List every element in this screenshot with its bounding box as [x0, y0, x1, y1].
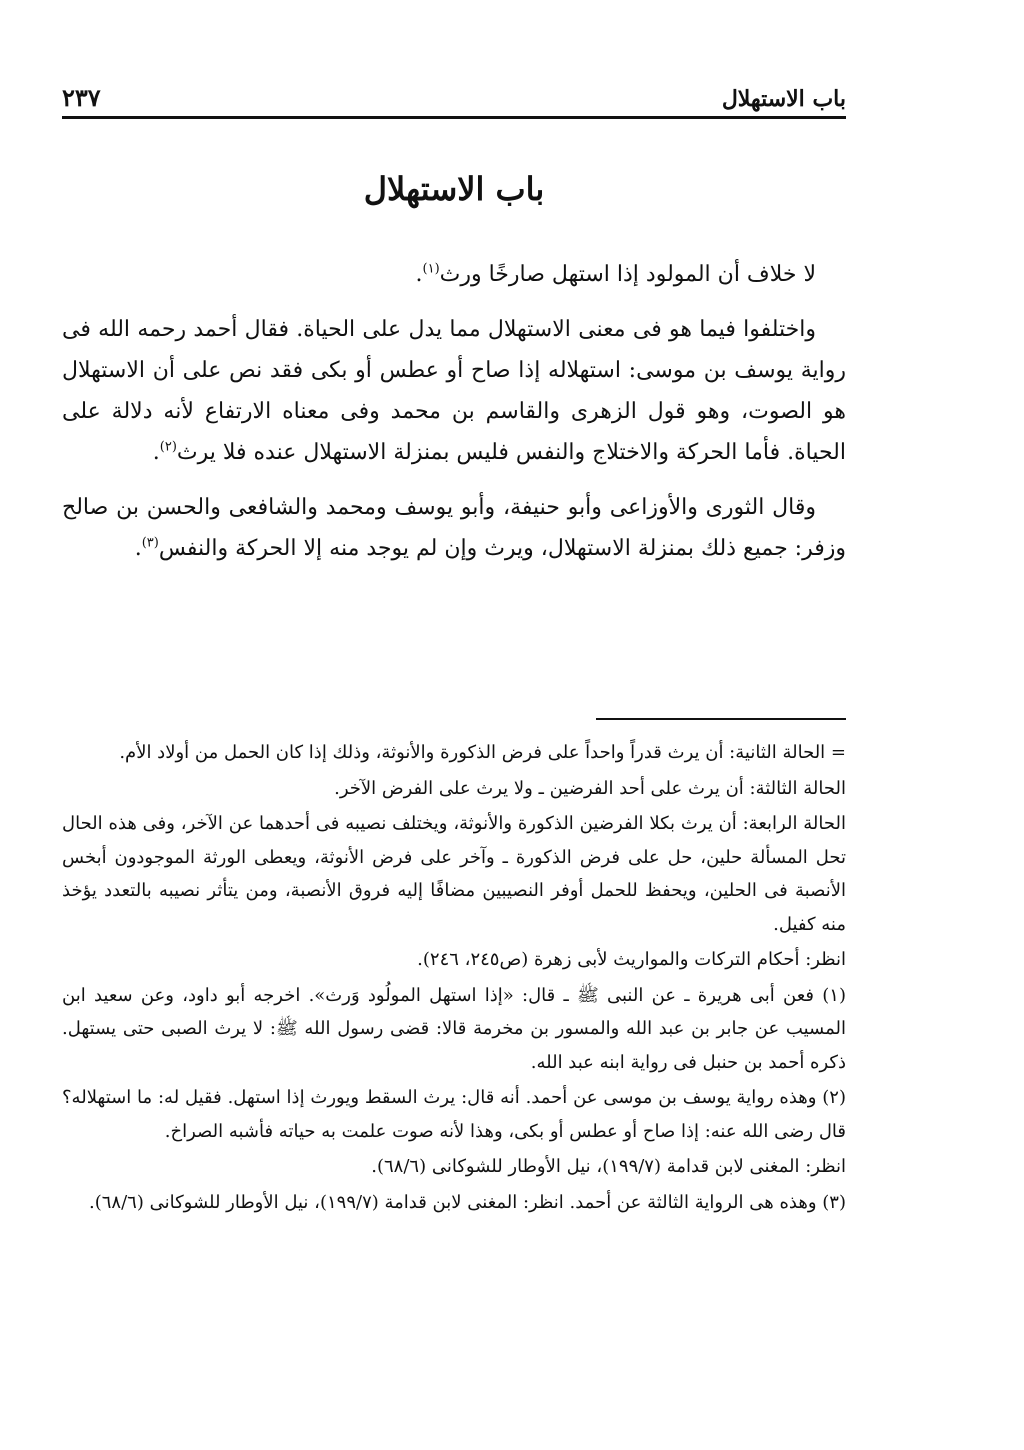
- footnote-continuation: الحالة الرابعة: أن يرث بكلا الفرضين الذكورة والأنوثة، ويختلف نصيبه فى أحدهما عن الآخر، وفى هذه الحال تحل المسألة حلين، حل على فرض الذكورة ـ وآخر على فرض الأنوثة، ويعطى الورثة الموجودون أبخس الأنصبة فى الحلين، ويحفظ للحمل أوفر النصيبين مضافًا إليه فروق الأنصبة، ومن يتأثر نصيبه بالتعدد يؤخذ منه كفيل.: [62, 813, 846, 935]
- page-number: ٢٣٧: [62, 83, 101, 112]
- footnote-marker: (١): [422, 261, 440, 277]
- paragraph-text: واختلفوا فيما هو فى معنى الاستهلال مما يدل على الحياة. فقال أحمد رحمه الله فى رواية يوسف بن موسى: استهلاله إذا صاح أو عطس أو بكى فقد نص على أن الاستهلال هو الصوت، وهو قول الزهرى والقاسم بن محمد وفى معناه الارتفاع لأنه دلالة على الحياة. فأما الحركة والاختلاج والنفس فليس بمنزلة الاستهلال عنده فلا يرث: [62, 317, 846, 465]
- footnote-marker: (٢): [159, 439, 177, 455]
- running-header: [62, 72, 846, 112]
- footnote-continuation: = الحالة الثانية: أن يرث قدراً واحداً على فرض الذكورة والأنوثة، وذلك إذا كان الحمل من أولاد الأم.: [119, 742, 846, 763]
- running-title: باب الاستهلال: [721, 86, 846, 112]
- main-text: [62, 254, 846, 583]
- paragraph-text: وقال الثورى والأوزاعى وأبو حنيفة، وأبو يوسف ومحمد والشافعى والحسن بن صالح وزفر: جميع ذلك بمنزلة الاستهلال، ويرث وإن لم يوجد منه إلا الحركة والنفس: [62, 495, 846, 561]
- header-rule: [62, 116, 846, 119]
- paragraph: [62, 487, 846, 569]
- footnote-separator: [596, 718, 846, 720]
- paragraph: [62, 254, 846, 295]
- footnote-marker: (٣): [141, 535, 159, 551]
- chapter-title: باب الاستهلال: [363, 170, 545, 208]
- footnotes: [62, 736, 846, 1221]
- footnote-reference: انظر: أحكام التركات والمواريث لأبى زهرة (ص٢٤٥، ٢٤٦).: [417, 949, 846, 970]
- paragraph: [62, 309, 846, 473]
- footnote-2: (٢) وهذه رواية يوسف بن موسى عن أحمد. أنه قال: يرث السقط ويورث إذا استهل. فقيل له: ما استهلاله؟ قال رضى الله عنه: إذا صاح أو عطس أو بكى، وهذا لأنه صوت علمت به حياته فأشبه الصراخ.: [62, 1087, 846, 1142]
- paragraph-end: .: [415, 262, 423, 287]
- paragraph-text: لا خلاف أن المولود إذا استهل صارخًا ورث: [439, 262, 816, 287]
- footnote-reference: انظر: المغنى لابن قدامة (١٩٩/٧)، نيل الأوطار للشوكانى (٦٨/٦).: [371, 1156, 846, 1177]
- paragraph-end: .: [134, 536, 142, 561]
- footnote-3: (٣) وهذه هى الرواية الثالثة عن أحمد. انظر: المغنى لابن قدامة (١٩٩/٧)، نيل الأوطار للشوكانى (٦٨/٦).: [89, 1191, 846, 1213]
- paragraph-end: .: [152, 440, 160, 465]
- footnote-continuation: الحالة الثالثة: أن يرث على أحد الفرضين ـ ولا يرث على الفرض الآخر.: [334, 777, 846, 799]
- footnote-1: (١) فعن أبى هريرة ـ عن النبى ﷺ ـ قال: «إذا استهل المولُود وَرث». اخرجه أبو داود، وعن سعيد ابن المسيب عن جابر بن عبد الله والمسور بن مخرمة قالا: قضى رسول الله ﷺ: لا يرث الصبى حتى يستهل. ذكره أحمد بن حنبل فى رواية ابنه عبد الله.: [62, 984, 846, 1073]
